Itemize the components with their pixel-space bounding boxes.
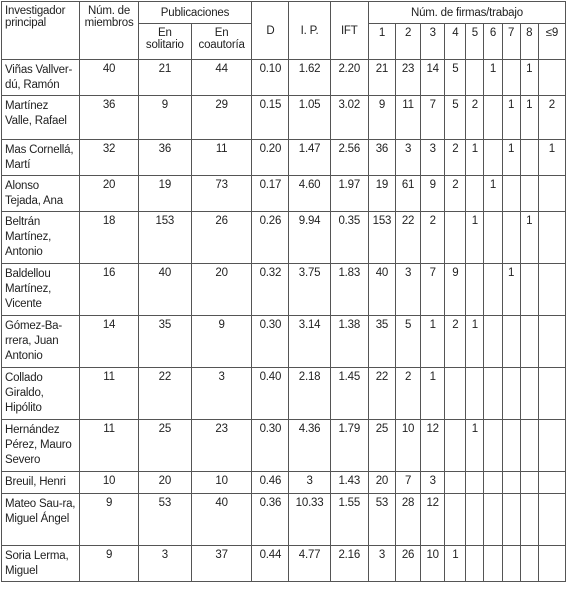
cell-firmas-7 [502, 316, 520, 368]
table-row [2, 472, 566, 494]
cell-coautoria: 26 [191, 212, 251, 264]
cell-miembros: 14 [80, 316, 138, 368]
cell-solitario: 25 [138, 420, 191, 472]
cell-firmas-3: 1 [421, 368, 445, 420]
cell-miembros: 40 [80, 60, 138, 96]
cell-d: 0.36 [252, 494, 289, 546]
table-row [2, 264, 566, 316]
table-row [2, 96, 566, 140]
header-firmas-7: 7 [502, 24, 520, 60]
cell-firmas-8 [520, 368, 538, 420]
cell-miembros: 9 [80, 494, 138, 546]
cell-firmas-6 [484, 264, 502, 316]
cell-ift: 2.56 [330, 140, 368, 176]
cell-coautoria: 29 [191, 96, 251, 140]
cell-ift: 1.97 [330, 176, 368, 212]
cell-miembros: 16 [80, 264, 138, 316]
cell-ift: 1.38 [330, 316, 368, 368]
cell-firmas-9 [538, 472, 565, 494]
cell-coautoria: 40 [191, 494, 251, 546]
cell-coautoria: 37 [191, 546, 251, 582]
cell-firmas-6: 1 [484, 60, 502, 96]
cell-firmas-9 [538, 420, 565, 472]
cell-firmas-5: 1 [466, 140, 484, 176]
cell-ip: 4.60 [289, 176, 330, 212]
cell-coautoria: 20 [191, 264, 251, 316]
cell-firmas-3: 3 [421, 472, 445, 494]
cell-firmas-6 [484, 472, 502, 494]
cell-ift: 1.45 [330, 368, 368, 420]
header-firmas-6: 6 [484, 24, 502, 60]
cell-firmas-5 [466, 60, 484, 96]
header-coautoria: En coautoría [191, 24, 251, 60]
cell-firmas-3: 2 [421, 212, 445, 264]
cell-firmas-7 [502, 420, 520, 472]
cell-firmas-1: 19 [368, 176, 395, 212]
cell-ift: 1.83 [330, 264, 368, 316]
header-solitario: En solitario [138, 24, 191, 60]
table-row [2, 546, 566, 582]
cell-solitario: 19 [138, 176, 191, 212]
cell-firmas-1: 3 [368, 546, 395, 582]
cell-ip: 3.14 [289, 316, 330, 368]
cell-firmas-9 [538, 176, 565, 212]
cell-investigador: Hernández Pérez, Mauro Severo [2, 420, 80, 472]
cell-firmas-6 [484, 368, 502, 420]
cell-coautoria: 3 [191, 368, 251, 420]
cell-firmas-6 [484, 96, 502, 140]
cell-miembros: 11 [80, 420, 138, 472]
cell-firmas-1: 21 [368, 60, 395, 96]
cell-solitario: 20 [138, 472, 191, 494]
cell-firmas-4: 5 [445, 96, 466, 140]
cell-firmas-5: 2 [466, 96, 484, 140]
cell-firmas-5: 1 [466, 316, 484, 368]
cell-coautoria: 9 [191, 316, 251, 368]
cell-firmas-9 [538, 264, 565, 316]
cell-firmas-2: 26 [396, 546, 421, 582]
cell-firmas-7 [502, 212, 520, 264]
header-firmas: Núm. de firmas/trabajo [368, 2, 565, 24]
header-ift: IFT [330, 2, 368, 60]
cell-investigador: Breuil, Henri [2, 472, 80, 494]
cell-firmas-8 [520, 472, 538, 494]
table-row [2, 316, 566, 368]
cell-firmas-3: 7 [421, 96, 445, 140]
cell-firmas-8 [520, 264, 538, 316]
cell-firmas-7 [502, 176, 520, 212]
cell-miembros: 20 [80, 176, 138, 212]
cell-investigador: Viñas Vallver-dú, Ramón [2, 60, 80, 96]
cell-ip: 1.05 [289, 96, 330, 140]
cell-solitario: 21 [138, 60, 191, 96]
cell-firmas-9: 1 [538, 140, 565, 176]
cell-firmas-1: 25 [368, 420, 395, 472]
cell-firmas-9 [538, 316, 565, 368]
cell-firmas-4: 2 [445, 176, 466, 212]
cell-ip: 4.36 [289, 420, 330, 472]
cell-firmas-6 [484, 316, 502, 368]
table-body [2, 60, 566, 582]
cell-firmas-3: 14 [421, 60, 445, 96]
cell-d: 0.10 [252, 60, 289, 96]
cell-firmas-3: 12 [421, 420, 445, 472]
cell-firmas-3: 1 [421, 316, 445, 368]
cell-firmas-9 [538, 60, 565, 96]
cell-firmas-8 [520, 420, 538, 472]
cell-miembros: 36 [80, 96, 138, 140]
cell-firmas-4: 2 [445, 140, 466, 176]
cell-firmas-3: 10 [421, 546, 445, 582]
cell-ift: 1.79 [330, 420, 368, 472]
cell-ip: 10.33 [289, 494, 330, 546]
cell-firmas-3: 12 [421, 494, 445, 546]
cell-ip: 1.62 [289, 60, 330, 96]
cell-solitario: 3 [138, 546, 191, 582]
cell-solitario: 40 [138, 264, 191, 316]
cell-investigador: Mateo Sau-ra, Miguel Ángel [2, 494, 80, 546]
cell-firmas-4 [445, 212, 466, 264]
header-d: D [252, 2, 289, 60]
cell-firmas-6 [484, 140, 502, 176]
header-firmas-2: 2 [396, 24, 421, 60]
cell-firmas-8 [520, 494, 538, 546]
cell-solitario: 36 [138, 140, 191, 176]
cell-firmas-5 [466, 546, 484, 582]
header-firmas-3: 3 [421, 24, 445, 60]
cell-firmas-4 [445, 472, 466, 494]
cell-firmas-7 [502, 472, 520, 494]
cell-firmas-2: 11 [396, 96, 421, 140]
cell-firmas-8: 1 [520, 60, 538, 96]
cell-firmas-1: 22 [368, 368, 395, 420]
cell-firmas-6 [484, 546, 502, 582]
cell-firmas-8: 1 [520, 212, 538, 264]
table-row [2, 60, 566, 96]
cell-investigador: Martínez Valle, Rafael [2, 96, 80, 140]
cell-firmas-4 [445, 494, 466, 546]
cell-d: 0.15 [252, 96, 289, 140]
cell-investigador: Soria Lerma, Miguel [2, 546, 80, 582]
cell-firmas-3: 3 [421, 140, 445, 176]
cell-firmas-6 [484, 212, 502, 264]
cell-ip: 3 [289, 472, 330, 494]
cell-coautoria: 10 [191, 472, 251, 494]
cell-firmas-7: 1 [502, 264, 520, 316]
cell-investigador: Gómez-Ba-rrera, Juan Antonio [2, 316, 80, 368]
cell-ip: 2.18 [289, 368, 330, 420]
cell-ip: 9.94 [289, 212, 330, 264]
cell-firmas-2: 23 [396, 60, 421, 96]
cell-firmas-1: 53 [368, 494, 395, 546]
cell-d: 0.20 [252, 140, 289, 176]
cell-firmas-7: 1 [502, 96, 520, 140]
cell-coautoria: 73 [191, 176, 251, 212]
cell-coautoria: 11 [191, 140, 251, 176]
cell-firmas-1: 36 [368, 140, 395, 176]
table-row [2, 140, 566, 176]
cell-firmas-6 [484, 420, 502, 472]
cell-firmas-4 [445, 420, 466, 472]
cell-investigador: Alonso Tejada, Ana [2, 176, 80, 212]
cell-firmas-8 [520, 176, 538, 212]
cell-miembros: 10 [80, 472, 138, 494]
cell-firmas-4: 1 [445, 546, 466, 582]
header-firmas-9: ≤9 [538, 24, 565, 60]
cell-firmas-2: 3 [396, 140, 421, 176]
cell-investigador: Mas Cornellá, Martí [2, 140, 80, 176]
cell-miembros: 9 [80, 546, 138, 582]
cell-firmas-9 [538, 546, 565, 582]
cell-coautoria: 23 [191, 420, 251, 472]
cell-firmas-8 [520, 316, 538, 368]
header-publicaciones: Publicaciones [138, 2, 252, 24]
table-row [2, 368, 566, 420]
cell-firmas-9 [538, 212, 565, 264]
cell-firmas-1: 40 [368, 264, 395, 316]
cell-firmas-5 [466, 472, 484, 494]
cell-firmas-1: 20 [368, 472, 395, 494]
cell-firmas-6 [484, 494, 502, 546]
cell-d: 0.30 [252, 316, 289, 368]
cell-firmas-2: 28 [396, 494, 421, 546]
cell-firmas-5 [466, 494, 484, 546]
cell-firmas-3: 7 [421, 264, 445, 316]
cell-firmas-5: 1 [466, 212, 484, 264]
cell-solitario: 153 [138, 212, 191, 264]
cell-firmas-4: 2 [445, 316, 466, 368]
cell-miembros: 11 [80, 368, 138, 420]
cell-firmas-9 [538, 494, 565, 546]
header-firmas-5: 5 [466, 24, 484, 60]
cell-d: 0.46 [252, 472, 289, 494]
cell-solitario: 9 [138, 96, 191, 140]
header-firmas-8: 8 [520, 24, 538, 60]
header-ip: I. P. [289, 2, 330, 60]
cell-coautoria: 44 [191, 60, 251, 96]
cell-firmas-7 [502, 368, 520, 420]
cell-d: 0.26 [252, 212, 289, 264]
cell-ift: 3.02 [330, 96, 368, 140]
cell-d: 0.30 [252, 420, 289, 472]
header-firmas-4: 4 [445, 24, 466, 60]
cell-d: 0.32 [252, 264, 289, 316]
header-investigador: Investigador principal [2, 2, 80, 60]
table-row [2, 494, 566, 546]
cell-investigador: Collado Giraldo, Hipólito [2, 368, 80, 420]
cell-firmas-7: 1 [502, 140, 520, 176]
cell-ift: 2.16 [330, 546, 368, 582]
cell-ift: 0.35 [330, 212, 368, 264]
cell-firmas-5 [466, 368, 484, 420]
cell-firmas-9 [538, 368, 565, 420]
table-row [2, 420, 566, 472]
cell-firmas-1: 35 [368, 316, 395, 368]
cell-ift: 1.43 [330, 472, 368, 494]
cell-firmas-5 [466, 176, 484, 212]
cell-d: 0.40 [252, 368, 289, 420]
cell-solitario: 22 [138, 368, 191, 420]
cell-firmas-2: 10 [396, 420, 421, 472]
cell-ip: 1.47 [289, 140, 330, 176]
cell-ip: 3.75 [289, 264, 330, 316]
cell-investigador: Beltrán Martínez, Antonio [2, 212, 80, 264]
cell-d: 0.17 [252, 176, 289, 212]
cell-firmas-2: 2 [396, 368, 421, 420]
cell-firmas-1: 153 [368, 212, 395, 264]
cell-firmas-8: 1 [520, 96, 538, 140]
cell-ift: 2.20 [330, 60, 368, 96]
cell-firmas-2: 3 [396, 264, 421, 316]
table-row [2, 212, 566, 264]
cell-solitario: 35 [138, 316, 191, 368]
cell-firmas-7 [502, 60, 520, 96]
cell-firmas-8 [520, 140, 538, 176]
cell-firmas-4 [445, 368, 466, 420]
cell-firmas-1: 9 [368, 96, 395, 140]
header-miembros: Núm. de miembros [80, 2, 138, 60]
cell-firmas-7 [502, 546, 520, 582]
cell-firmas-4: 5 [445, 60, 466, 96]
cell-miembros: 18 [80, 212, 138, 264]
investigators-table [1, 1, 566, 582]
cell-firmas-3: 9 [421, 176, 445, 212]
cell-firmas-2: 22 [396, 212, 421, 264]
cell-ift: 1.55 [330, 494, 368, 546]
cell-firmas-2: 5 [396, 316, 421, 368]
cell-firmas-8 [520, 546, 538, 582]
cell-d: 0.44 [252, 546, 289, 582]
cell-firmas-2: 61 [396, 176, 421, 212]
cell-solitario: 53 [138, 494, 191, 546]
cell-firmas-6: 1 [484, 176, 502, 212]
cell-firmas-4: 9 [445, 264, 466, 316]
cell-firmas-9: 2 [538, 96, 565, 140]
table-row [2, 176, 566, 212]
cell-miembros: 32 [80, 140, 138, 176]
cell-firmas-7 [502, 494, 520, 546]
cell-ip: 4.77 [289, 546, 330, 582]
cell-investigador: Baldellou Martínez, Vicente [2, 264, 80, 316]
cell-firmas-5 [466, 264, 484, 316]
cell-firmas-5: 1 [466, 420, 484, 472]
header-firmas-1: 1 [368, 24, 395, 60]
cell-firmas-2: 7 [396, 472, 421, 494]
